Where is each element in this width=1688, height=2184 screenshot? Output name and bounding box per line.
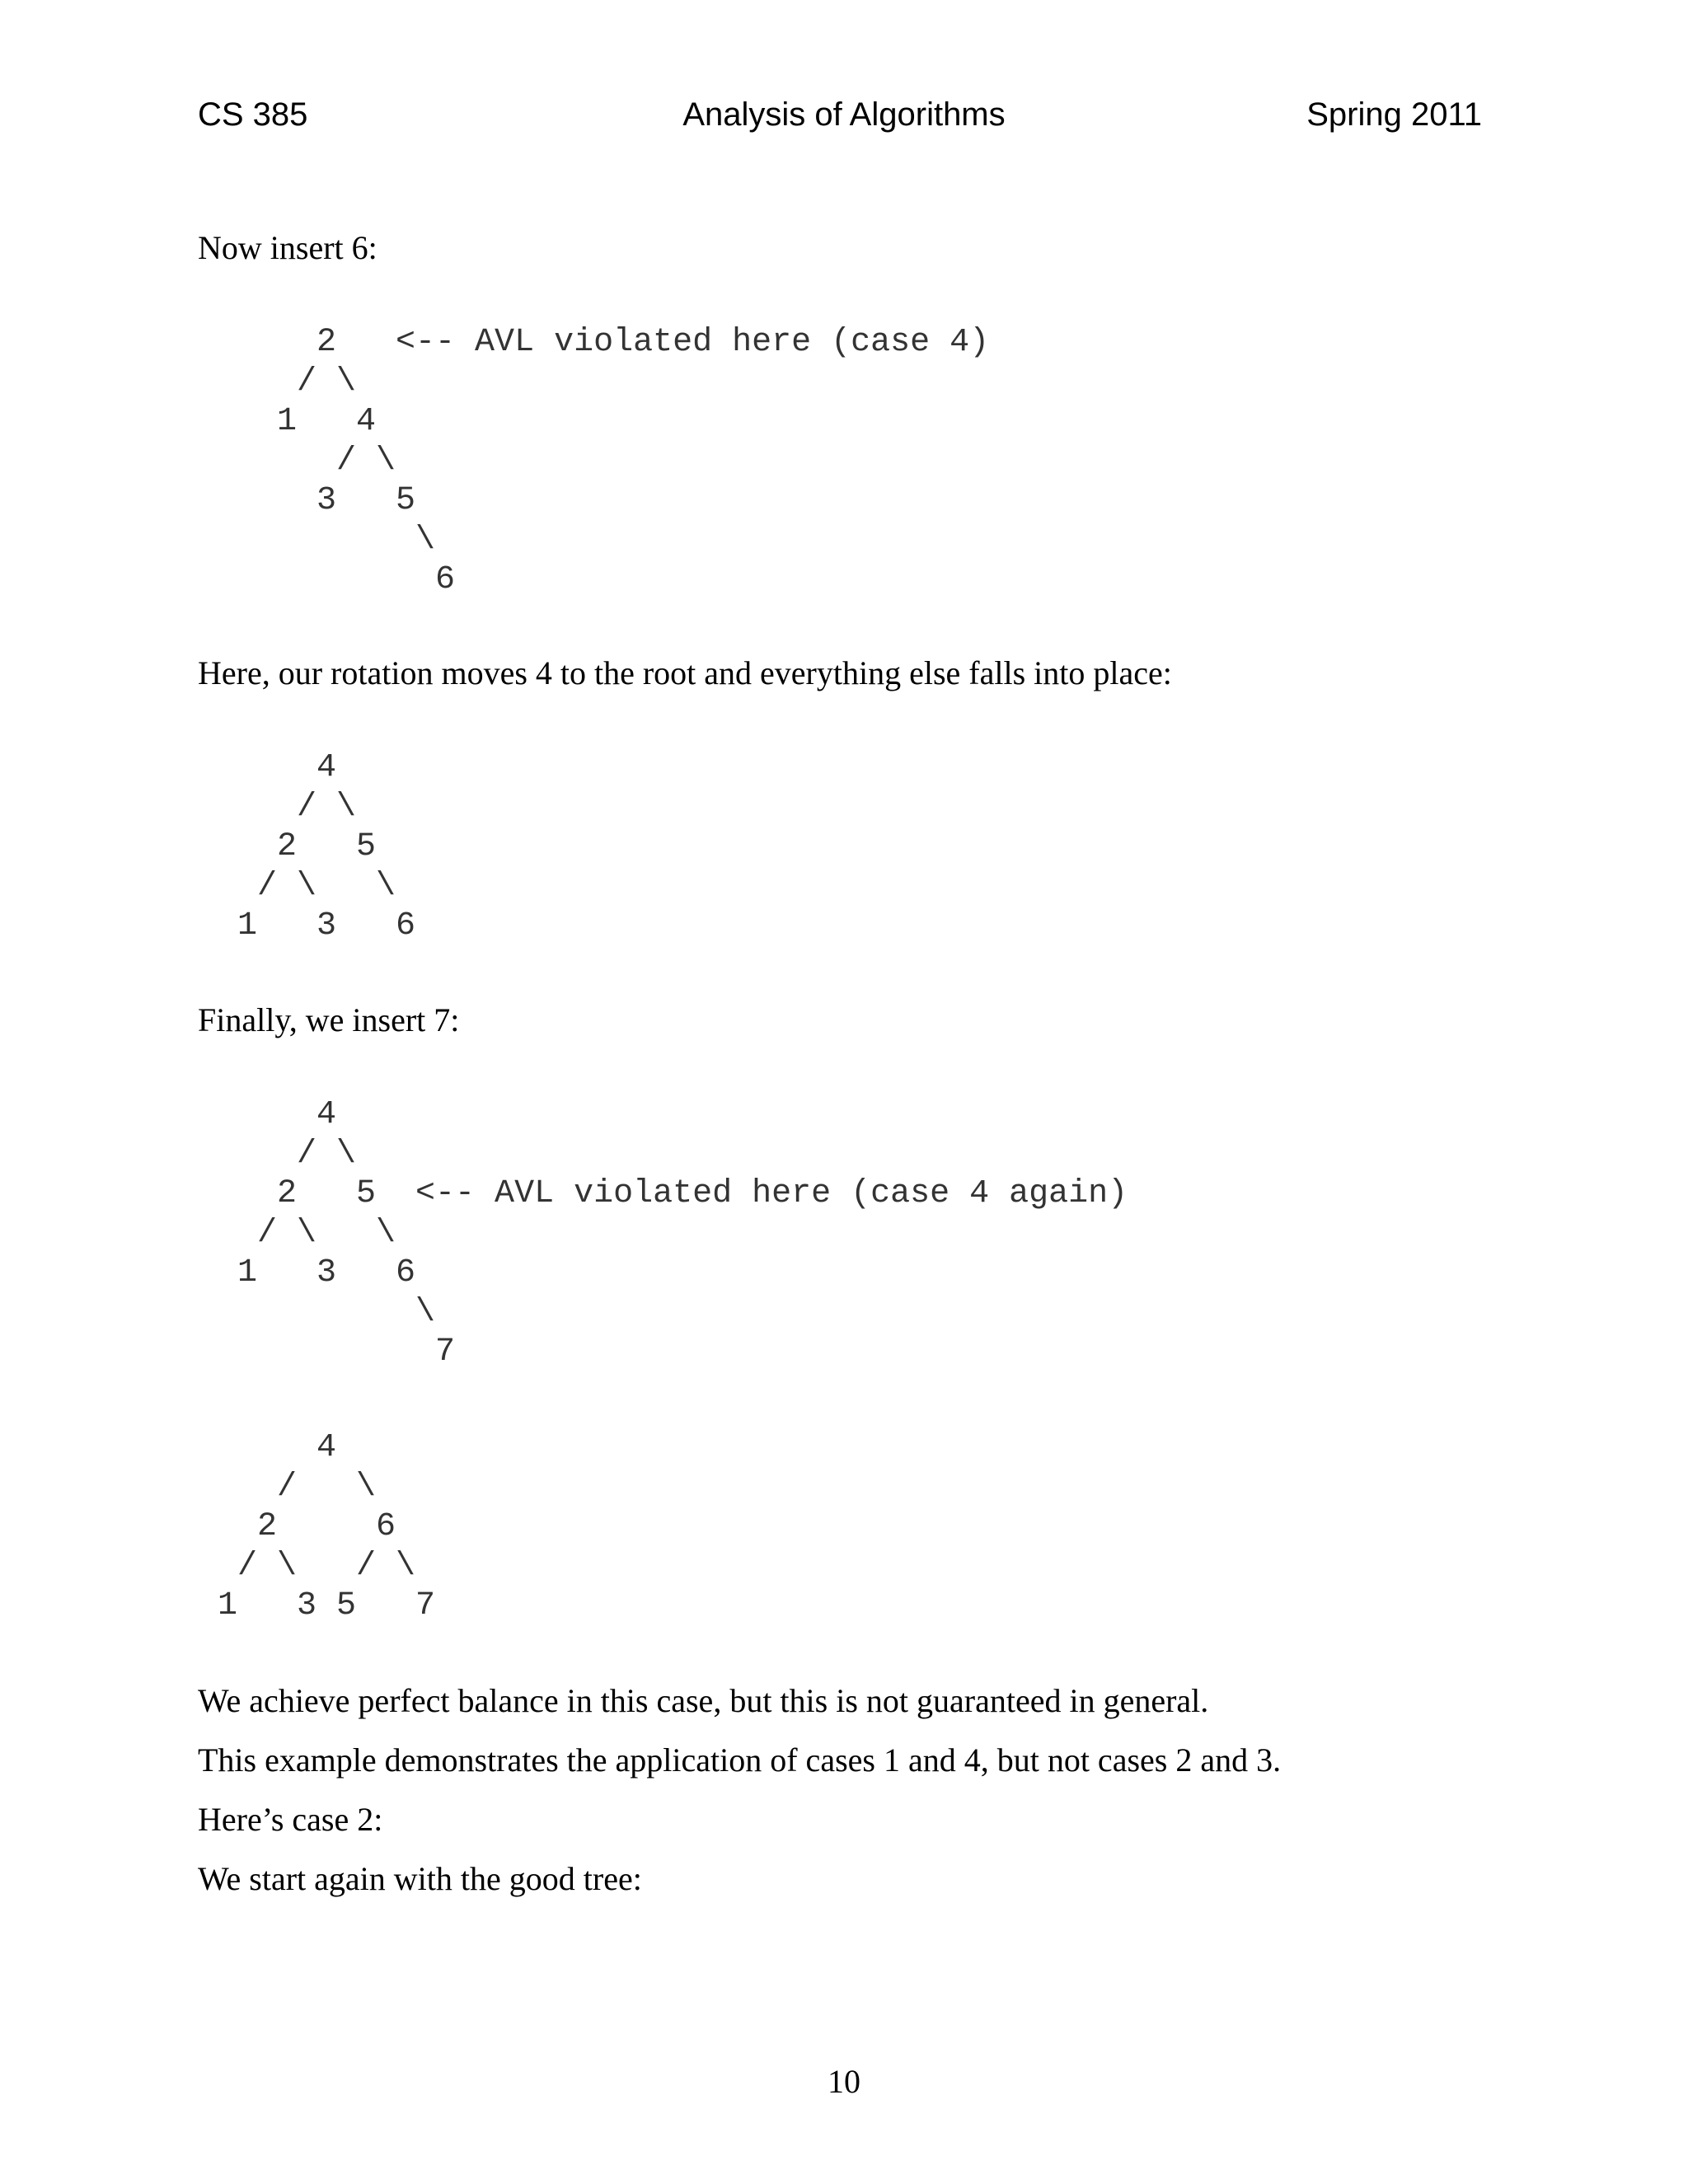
paragraph-example: This example demonstrates the application of cases 1 and 4, but not cases 2 and 3. xyxy=(198,1741,1282,1779)
tree-diagram-after-rotation: 4 / \ 2 5 / \ \ 1 3 6 xyxy=(237,749,416,944)
paragraph-insert-6: Now insert 6: xyxy=(198,229,377,266)
tree-diagram-insert-6: 2 <-- AVL violated here (case 4) / \ 1 4 / \ 3 5 \ 6 xyxy=(277,324,990,598)
tree-diagram-balanced: 4 / \ 2 6 / \ / \ 1 3 5 7 xyxy=(218,1429,436,1624)
paragraph-insert-7: Finally, we insert 7: xyxy=(198,1001,460,1038)
paragraph-start-again: We start again with the good tree: xyxy=(198,1860,642,1897)
term: Spring 2011 xyxy=(1306,96,1482,133)
paragraph-case-2: Here’s case 2: xyxy=(198,1801,383,1838)
paragraph-rotation: Here, our rotation moves 4 to the root and everything else falls into place: xyxy=(198,654,1172,691)
course-title: Analysis of Algorithms xyxy=(682,96,1006,133)
tree-diagram-insert-7: 4 / \ 2 5 <-- AVL violated here (case 4 again) / \ \ 1 3 6 \ 7 xyxy=(237,1096,1128,1371)
paragraph-balance: We achieve perfect balance in this case, but this is not guaranteed in general. xyxy=(198,1682,1209,1719)
course-code: CS 385 xyxy=(198,96,308,133)
page-number: 10 xyxy=(828,2063,860,2100)
